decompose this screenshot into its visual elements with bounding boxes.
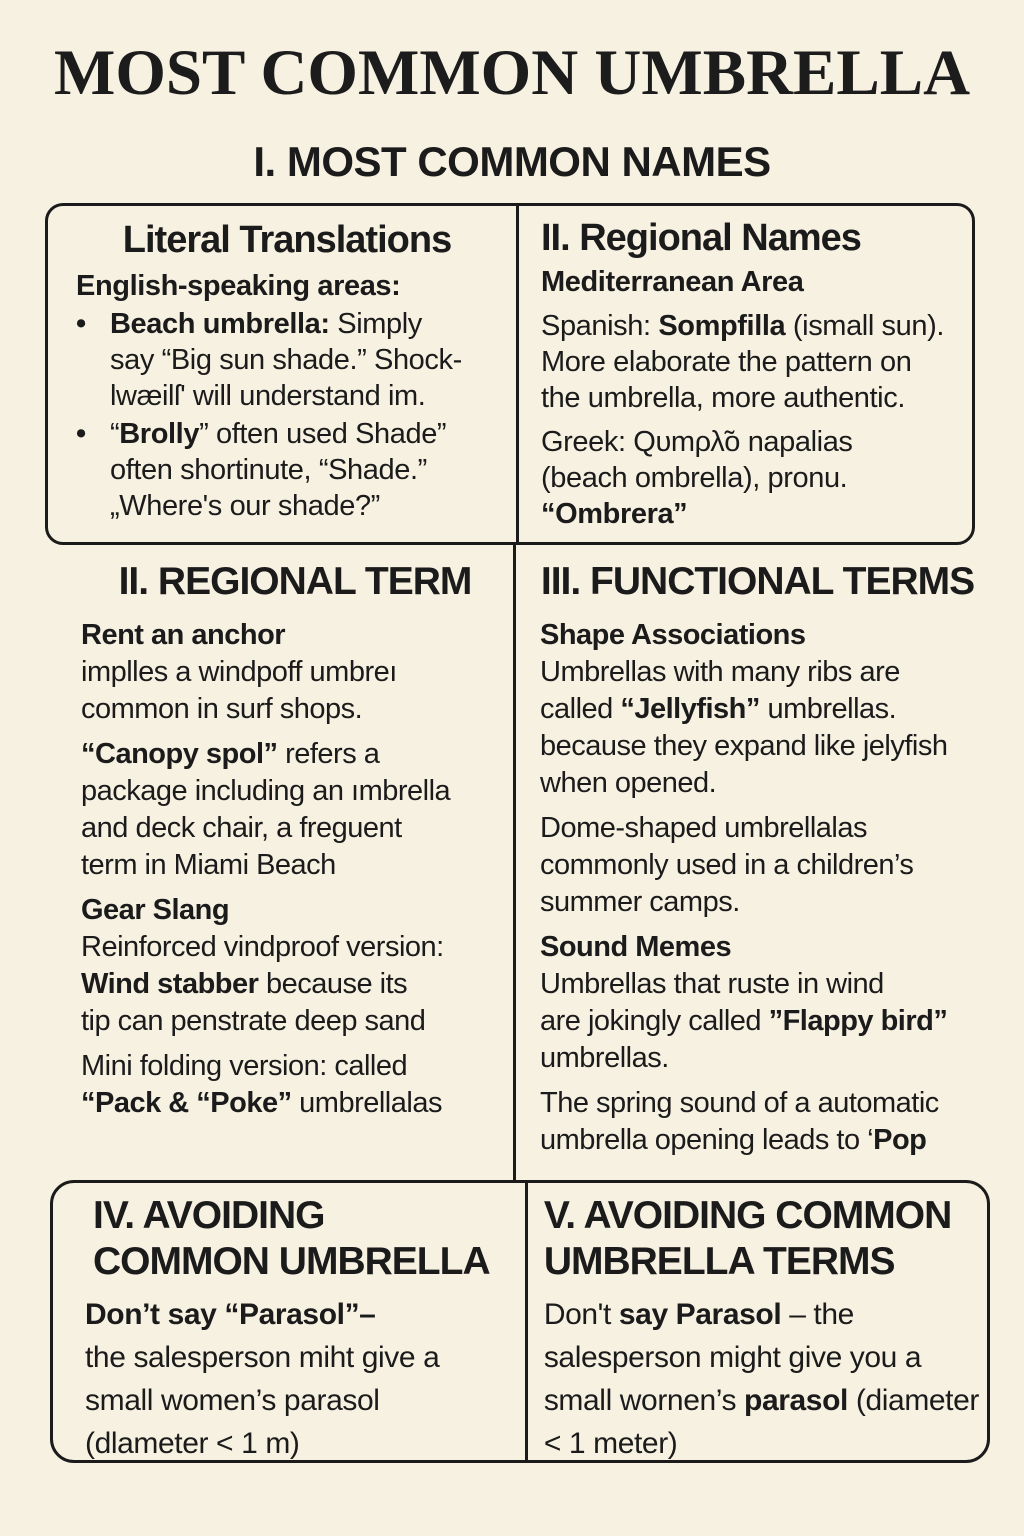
- text-line: [544, 1379, 979, 1422]
- text-segment: Reinforced vindproof version:: [81, 931, 444, 963]
- common-names-box: [45, 203, 975, 545]
- mini-folding-paragraph: [81, 1048, 509, 1122]
- text-segment: say Parasol: [618, 1298, 782, 1331]
- text-segment: Beach umbrella:: [110, 308, 330, 340]
- text-segment: More elaborate the pattern on: [541, 346, 912, 378]
- text-segment: called: [540, 693, 621, 725]
- text-segment: – the: [781, 1298, 854, 1331]
- section-i-heading: I. MOST COMMON NAMES: [253, 138, 771, 185]
- text-segment: Gear Slang: [81, 894, 230, 926]
- canopy-spol-paragraph: [81, 736, 509, 884]
- text-segment: “: [110, 418, 120, 450]
- text-segment: V. AVOIDING COMMON: [543, 1194, 952, 1237]
- avoiding-umbrella-terms-heading: [544, 1193, 979, 1285]
- text-line: [81, 773, 509, 810]
- text-line: [110, 416, 498, 452]
- text-segment: UMBRELLA TERMS: [543, 1240, 895, 1283]
- text-segment: umbrellas.: [540, 1042, 669, 1074]
- text-segment: (ismall sun).: [785, 310, 945, 342]
- text-segment: small women’s parasol: [85, 1384, 380, 1417]
- shape-associations-paragraph: [540, 617, 975, 802]
- middle-sections: [45, 545, 975, 1180]
- text-segment: Umbrellas with many ribs are: [540, 656, 900, 688]
- text-segment: implles a windpoff umbreı: [81, 656, 397, 688]
- text-line: [81, 966, 509, 1003]
- text-line: [540, 617, 975, 654]
- text-segment: Pop: [873, 1124, 927, 1156]
- text-line: [81, 810, 509, 847]
- text-line: [81, 617, 509, 654]
- page-title: MOST COMMON UMBRELLA: [53, 37, 971, 109]
- text-segment: umbrellalas: [291, 1087, 442, 1119]
- text-segment: the umbrella, more authentic.: [541, 382, 905, 414]
- text-segment: often shortinute, “Shade.”: [110, 454, 427, 486]
- text-line: [541, 380, 960, 416]
- text-segment: Umbrellas that ruste in wind: [540, 968, 884, 1000]
- regional-names-column: [516, 206, 972, 542]
- text-segment: COMMON UMBRELLA: [93, 1240, 490, 1283]
- text-line: [541, 344, 960, 380]
- regional-term-column: [45, 545, 513, 1122]
- avoiding-common-umbrella-text: [85, 1293, 511, 1465]
- text-line: [110, 342, 498, 378]
- text-line: [540, 765, 975, 802]
- text-segment: ” often used Shade”: [199, 418, 447, 450]
- spring-sound-paragraph: [540, 1085, 975, 1159]
- text-line: [544, 1336, 979, 1379]
- text-segment: Dome-shaped umbrellalas: [540, 812, 867, 844]
- brolly-bullet-text: [110, 416, 498, 524]
- text-line: [81, 1085, 509, 1122]
- common-names-columns: [48, 206, 972, 542]
- text-segment: (dlameter < 1 m): [85, 1427, 300, 1460]
- text-line: [544, 1293, 979, 1336]
- text-line: [110, 452, 498, 488]
- functional-terms-column: [516, 545, 975, 1159]
- text-line: [81, 1048, 509, 1085]
- text-segment: because its: [258, 968, 408, 1000]
- beach-umbrella-bullet-text: [110, 306, 498, 414]
- text-segment: Sompfilla: [658, 310, 786, 342]
- sound-memes-paragraph: [540, 929, 975, 1077]
- text-segment: Greek: Qυmρλ̃o napalias: [541, 426, 853, 458]
- text-line: [541, 460, 960, 496]
- text-segment: parasol: [744, 1384, 848, 1417]
- text-segment: common in surf shops.: [81, 693, 363, 725]
- text-line: [541, 308, 960, 344]
- text-segment: the salesperson miht give a: [85, 1341, 440, 1374]
- text-segment: IV. AVOIDING: [93, 1194, 325, 1237]
- regional-term-heading: II. REGIONAL TERM: [118, 560, 472, 603]
- text-line: [544, 1239, 979, 1285]
- english-speaking-areas-lead: English-speaking areas:: [76, 270, 401, 302]
- bullet-icon: •: [76, 308, 86, 340]
- text-line: [541, 496, 960, 532]
- text-segment: say “Big sun shade.” Shock-: [110, 344, 462, 376]
- dome-shaped-paragraph: [540, 810, 975, 921]
- literal-translations-column: [48, 206, 516, 542]
- text-line: [85, 1293, 511, 1336]
- text-segment: Mini folding version: called: [81, 1050, 408, 1082]
- text-segment: Simply: [329, 308, 422, 340]
- text-line: [540, 847, 975, 884]
- text-segment: (beach ombrella), pronu.: [541, 462, 848, 494]
- text-line: [540, 691, 975, 728]
- text-segment: The spring sound of a automatic: [540, 1087, 939, 1119]
- text-line: [85, 1379, 511, 1422]
- text-line: [540, 1040, 975, 1077]
- avoiding-terms-columns: [53, 1183, 987, 1460]
- text-line: [81, 892, 509, 929]
- text-line: [110, 488, 498, 524]
- text-line: [544, 1193, 979, 1239]
- text-segment: Rent an anchor: [81, 619, 286, 651]
- list-item: [76, 306, 498, 414]
- text-line: [110, 306, 498, 342]
- text-segment: summer camps.: [540, 886, 740, 918]
- text-line: [540, 1122, 975, 1159]
- avoiding-terms-box: [50, 1180, 990, 1463]
- text-segment: and deck chair, a freguent: [81, 812, 402, 844]
- text-line: [93, 1239, 511, 1285]
- text-segment: umbrellas.: [759, 693, 897, 725]
- text-line: [81, 736, 509, 773]
- text-segment: when opened.: [540, 767, 717, 799]
- text-segment: refers a: [277, 738, 380, 770]
- spanish-paragraph: [541, 308, 960, 416]
- text-segment: because they expand like jelyfish: [540, 730, 948, 762]
- greek-paragraph: [541, 424, 960, 532]
- text-segment: Spanish:: [541, 310, 659, 342]
- text-line: [540, 728, 975, 765]
- list-item: [76, 416, 498, 524]
- text-line: [81, 1003, 509, 1040]
- text-segment: (diameter: [847, 1384, 979, 1417]
- avoiding-common-umbrella-heading: [85, 1193, 511, 1285]
- text-line: [540, 884, 975, 921]
- text-segment: ”Flappy bird”: [768, 1005, 948, 1037]
- text-segment: Sound Memes: [540, 931, 732, 963]
- text-segment: “Canopy spol”: [81, 738, 278, 770]
- text-line: [540, 929, 975, 966]
- text-line: [110, 378, 498, 414]
- text-line: [85, 1422, 511, 1465]
- text-segment: Shape Associations: [540, 619, 806, 651]
- text-segment: are jokingly called: [540, 1005, 769, 1037]
- text-segment: Don't: [543, 1298, 619, 1331]
- functional-terms-heading: III. FUNCTIONAL TERMS: [540, 560, 975, 603]
- text-segment: “Jellyfish”: [620, 693, 760, 725]
- text-line: [540, 1003, 975, 1040]
- text-segment: “Pack & “Poke”: [81, 1087, 292, 1119]
- text-segment: lwæilſ' will understand im.: [110, 380, 426, 412]
- avoiding-umbrella-terms-column: [525, 1183, 987, 1460]
- text-segment: Brolly: [119, 418, 200, 450]
- text-line: [540, 966, 975, 1003]
- literal-translations-heading: Literal Translations: [122, 219, 452, 261]
- text-segment: „Where's our shade?”: [110, 490, 380, 522]
- text-line: [81, 691, 509, 728]
- text-segment: Don’t say “Parasol”–: [85, 1298, 376, 1331]
- regional-names-heading: II. Regional Names: [541, 217, 861, 259]
- text-segment: < 1 meter): [543, 1427, 678, 1460]
- text-segment: “Ombrera”: [541, 498, 688, 530]
- rent-an-anchor-paragraph: [81, 617, 509, 728]
- text-line: [81, 929, 509, 966]
- avoiding-common-umbrella-column: [53, 1183, 525, 1460]
- text-segment: salesperson might give you a: [543, 1341, 922, 1374]
- text-segment: tip can penstrate deep sand: [81, 1005, 426, 1037]
- mediterranean-area-lead: Mediterranean Area: [541, 266, 804, 298]
- text-line: [93, 1193, 511, 1239]
- text-line: [81, 654, 509, 691]
- text-segment: term in Miami Beach: [81, 849, 336, 881]
- text-line: [540, 1085, 975, 1122]
- text-line: [541, 424, 960, 460]
- text-segment: small wornen’s: [543, 1384, 745, 1417]
- text-line: [81, 847, 509, 884]
- text-line: [544, 1422, 979, 1465]
- bullet-icon: •: [76, 418, 86, 450]
- text-segment: commonly used in a children’s: [540, 849, 914, 881]
- text-segment: package including an ımbrella: [81, 775, 451, 807]
- gear-slang-paragraph: [81, 892, 509, 1040]
- text-segment: Wind stabber: [81, 968, 259, 1000]
- text-line: [540, 654, 975, 691]
- avoiding-umbrella-terms-text: [544, 1293, 979, 1465]
- text-line: [540, 810, 975, 847]
- text-segment: umbrella opening leads to ‘: [540, 1124, 874, 1156]
- text-line: [85, 1336, 511, 1379]
